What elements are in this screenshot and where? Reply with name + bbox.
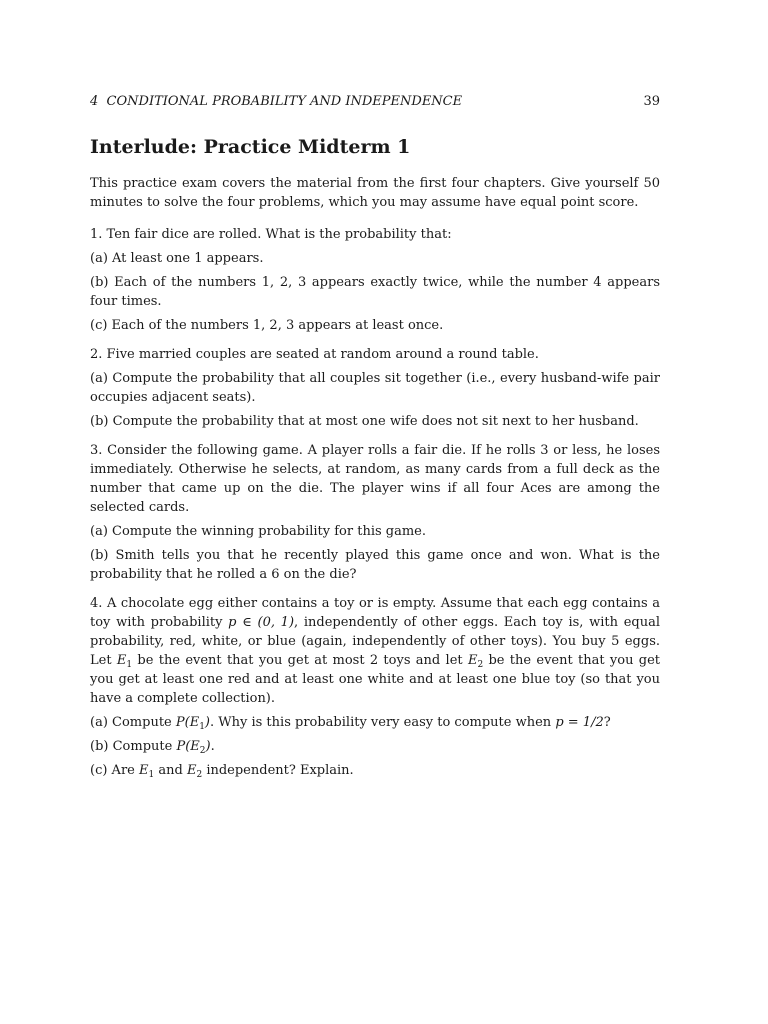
chapter-title: 4 CONDITIONAL PROBABILITY AND INDEPENDENCE bbox=[90, 94, 463, 109]
problem-4-part-b: (b) Compute $P(E_2)$. bbox=[90, 739, 215, 756]
problem-3 bbox=[90, 441, 660, 584]
problem-4-part-a: (a) Compute $P(E_1)$. Why is this probability very easy to compute when p = 1/2? bbox=[90, 715, 611, 732]
problem-1-stem: 1. Ten fair dice are rolled. What is the probability that: bbox=[90, 227, 452, 242]
problem-1 bbox=[90, 225, 660, 335]
math-p-e1: $P(E_1)$ bbox=[175, 715, 210, 732]
running-header bbox=[90, 92, 660, 112]
page bbox=[90, 92, 660, 780]
math-e1: $E_1$ bbox=[116, 653, 133, 670]
math-p-e2: $P(E_2)$ bbox=[176, 739, 211, 756]
problem-4-stem: 4. A chocolate egg either contains a toy or is empty. Assume that each egg contains a toy with probability p ∈ (0, 1), independently of other eggs. Each toy is, with equal probability, red, white, or blue (again, independently of other toys). You buy 5 eggs. Let $E_1$ be the event that you get at most 2 toys and let $E_2$ be the event that you get you get at least one red and at least one white and at least one blue toy (so that you have a complete collection). bbox=[90, 596, 660, 706]
math-p-half: p = 1/2 bbox=[555, 715, 604, 730]
problem-1-part-a: (a) At least one 1 appears. bbox=[90, 251, 264, 266]
math-e1: $E_1$ bbox=[139, 763, 155, 780]
problem-3-part-a: (a) Compute the winning probability for this game. bbox=[90, 524, 427, 539]
problem-4-part-c: (c) Are $E_1$ and $E_2$ independent? Explain. bbox=[90, 763, 354, 780]
problem-2 bbox=[90, 345, 660, 431]
problem-4 bbox=[90, 594, 660, 780]
problem-2-part-a: (a) Compute the probability that all couples sit together (i.e., every husband-wife pair occupies adjacent seats). bbox=[90, 371, 660, 405]
problem-1-part-c: (c) Each of the numbers 1, 2, 3 appears at least once. bbox=[90, 318, 444, 333]
problem-2-stem: 2. Five married couples are seated at random around a round table. bbox=[90, 347, 539, 362]
math-e2: $E_2$ bbox=[186, 763, 203, 780]
section-title: Interlude: Practice Midterm 1 bbox=[90, 136, 411, 158]
math-p-interval: p ∈ (0, 1) bbox=[228, 615, 295, 630]
problem-3-stem: 3. Consider the following game. A player rolls a fair die. If he rolls 3 or less, he loses immediately. Otherwise he selects, at random, as many cards from a full deck as the number that came up on the die. The player wins if all four Aces are among the selected cards. bbox=[90, 443, 660, 515]
page-number: 39 bbox=[643, 94, 660, 109]
problem-1-part-b: (b) Each of the numbers 1, 2, 3 appears exactly twice, while the number 4 appears four times. bbox=[90, 275, 660, 309]
intro-paragraph: This practice exam covers the material from the first four chapters. Give yourself 50 minutes to solve the four problems, which you may assume have equal point score. bbox=[90, 176, 660, 210]
problem-2-part-b: (b) Compute the probability that at most one wife does not sit next to her husband. bbox=[90, 414, 639, 429]
problem-3-part-b: (b) Smith tells you that he recently played this game once and won. What is the probability that he rolled a 6 on the die? bbox=[90, 548, 660, 582]
math-e2: $E_2$ bbox=[467, 653, 484, 670]
